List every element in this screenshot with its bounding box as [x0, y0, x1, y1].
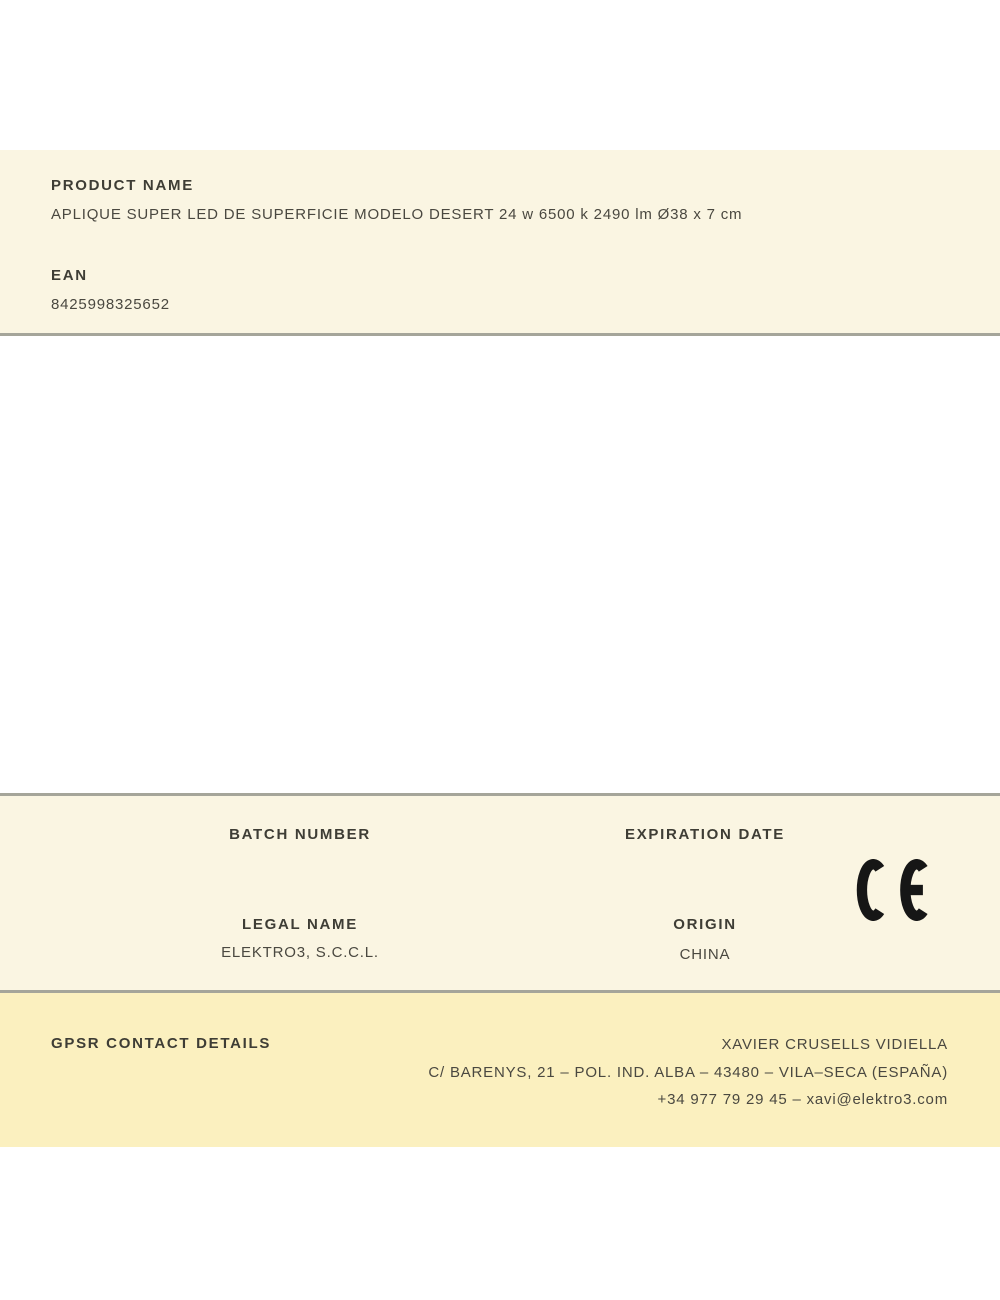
gpsr-contact-details	[428, 1031, 948, 1114]
ean-label: EAN	[51, 267, 88, 284]
expiration-date-label: EXPIRATION DATE	[625, 826, 785, 843]
product-name-value: APLIQUE SUPER LED DE SUPERFICIE MODELO DESERT 24 w 6500 k 2490 lm Ø38 x 7 cm	[51, 206, 743, 223]
product-name-label: PRODUCT NAME	[51, 177, 194, 194]
gpsr-contact-label: GPSR CONTACT DETAILS	[51, 1035, 272, 1052]
product-info-section	[0, 150, 1000, 336]
contact-address: C/ BARENYS, 21 – POL. IND. ALBA – 43480 – VILA–SECA (ESPAÑA)	[428, 1063, 948, 1081]
contact-phone-email: +34 977 79 29 45 – xavi@elektro3.com	[657, 1091, 948, 1108]
gpsr-contact-section	[0, 993, 1000, 1147]
batch-origin-section	[0, 793, 1000, 993]
batch-number-label: BATCH NUMBER	[229, 826, 371, 843]
contact-person-name: XAVIER CRUSELLS VIDIELLA	[721, 1036, 948, 1053]
origin-value: CHINA	[679, 946, 731, 963]
legal-name-value: ELEKTRO3, S.C.C.L.	[221, 944, 379, 961]
legal-name-label: LEGAL NAME	[242, 916, 358, 933]
origin-label: ORIGIN	[673, 916, 737, 933]
ce-mark-icon	[856, 859, 934, 921]
ean-value: 8425998325652	[51, 296, 170, 313]
